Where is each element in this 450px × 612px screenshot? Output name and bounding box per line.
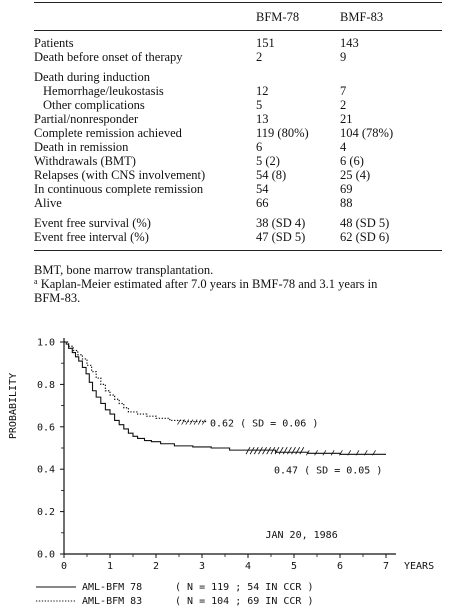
table-header-rule — [34, 30, 442, 31]
x-tick-label: 4 — [244, 561, 252, 572]
y-tick-label: 0.2 — [36, 507, 55, 519]
footnote-a-text-1: Kaplan-Meier estimated after 7.0 years in BMF-78 and 3.1 years in — [37, 277, 378, 291]
table-row — [34, 98, 442, 112]
survival-chart — [0, 312, 450, 612]
censor-mark — [263, 447, 267, 454]
table-row — [34, 168, 442, 182]
legend-name-bfm83: AML-BFM 83 — [82, 596, 143, 607]
censor-mark — [283, 447, 287, 454]
y-tick-label: 1.0 — [36, 337, 55, 349]
table-row — [34, 182, 442, 196]
censor-mark — [279, 447, 283, 454]
y-axis-label: PROBABILITY — [8, 372, 19, 440]
cell-bmf83: 88 — [340, 196, 353, 210]
cell-bfm78: 13 — [256, 112, 269, 126]
table-row — [34, 70, 442, 84]
row-label: Partial/nonresponder — [34, 112, 139, 126]
footnote-bmt: BMT, bone marrow transplantation. — [34, 263, 214, 277]
row-label: Withdrawals (BMT) — [34, 154, 136, 168]
column-header-bmf83: BMF-83 — [340, 10, 384, 24]
cell-bmf83: 25 (4) — [340, 168, 371, 182]
censor-mark — [296, 447, 300, 454]
cell-bfm78: 66 — [256, 196, 269, 210]
cell-bfm78: 54 — [256, 182, 269, 196]
table-row — [34, 112, 442, 126]
censor-mark — [254, 447, 258, 454]
cell-bmf83: 104 (78%) — [340, 126, 394, 140]
table-row — [34, 230, 442, 244]
series-line-bfm78 — [64, 342, 386, 454]
cell-bfm78: 119 (80%) — [256, 126, 309, 140]
annotation-bfm83: 0.62 ( SD = 0.06 ) — [209, 418, 319, 430]
x-tick-label: 2 — [152, 561, 160, 572]
cell-bfm78: 6 — [256, 140, 263, 154]
row-label: Death during induction — [34, 70, 150, 84]
footnote-a-text-2: BFM-83. — [34, 291, 81, 305]
table-row — [34, 36, 442, 50]
censor-mark — [287, 447, 291, 454]
censor-mark — [292, 447, 296, 454]
x-tick-label: 3 — [198, 561, 206, 572]
cell-bfm78: 5 — [256, 98, 263, 112]
legend-name-bfm78: AML-BFM 78 — [82, 582, 143, 593]
row-label: Complete remission achieved — [34, 126, 182, 140]
legend-n-bfm78: ( N = 119 ; 54 IN CCR ) — [175, 582, 314, 593]
row-label: Event free interval (%) — [34, 230, 149, 244]
table-row — [34, 50, 442, 64]
x-axis-label: YEARS — [404, 561, 435, 572]
x-tick-label: 0 — [60, 561, 68, 572]
table-bottom-rule — [34, 250, 442, 251]
row-label: Event free survival (%) — [34, 216, 151, 230]
cell-bfm78: 54 (8) — [256, 168, 287, 182]
series-line-bfm83 — [64, 342, 207, 423]
table-row — [34, 154, 442, 168]
cell-bmf83: 6 (6) — [340, 154, 364, 168]
cell-bmf83: 143 — [340, 36, 359, 50]
cell-bfm78: 151 — [256, 36, 275, 50]
censor-mark — [250, 447, 254, 454]
x-tick-label: 7 — [382, 561, 390, 572]
cell-bfm78: 47 (SD 5) — [256, 230, 306, 244]
row-label: Death before onset of therapy — [34, 50, 183, 64]
censor-mark — [258, 447, 262, 454]
table-row — [34, 216, 442, 230]
table-row — [34, 126, 442, 140]
cell-bfm78: 2 — [256, 50, 263, 64]
y-tick-label: 0.0 — [36, 549, 55, 561]
column-header-bfm78: BFM-78 — [256, 10, 300, 24]
censor-mark — [300, 447, 304, 454]
row-label: Patients — [34, 36, 74, 50]
y-tick-label: 0.8 — [36, 379, 55, 391]
row-label: Other complications — [43, 98, 145, 112]
cell-bmf83: 48 (SD 5) — [340, 216, 390, 230]
row-label: Alive — [34, 196, 62, 210]
cell-bmf83: 69 — [340, 182, 353, 196]
cell-bmf83: 9 — [340, 50, 347, 64]
footnote-a — [34, 277, 442, 291]
x-tick-label: 1 — [106, 561, 114, 572]
footnote-a-mark: a — [34, 277, 38, 286]
annotation-bfm78: 0.47 ( SD = 0.05 ) — [274, 465, 383, 477]
table-top-rule — [34, 2, 442, 3]
row-label: Relapses (with CNS involvement) — [34, 168, 206, 182]
cell-bmf83: 21 — [340, 112, 353, 126]
x-tick-label: 5 — [290, 561, 298, 572]
row-label: In continuous complete remission — [34, 182, 204, 196]
cell-bmf83: 4 — [340, 140, 347, 154]
cell-bmf83: 62 (SD 6) — [340, 230, 390, 244]
censor-mark — [198, 420, 201, 425]
legend-n-bfm83: ( N = 104 ; 69 IN CCR ) — [175, 596, 314, 607]
censor-mark — [267, 447, 271, 454]
censor-mark — [246, 447, 250, 454]
table-footnotes — [34, 263, 442, 305]
row-label: Hemorrhage/leukostasis — [43, 84, 164, 98]
cell-bfm78: 12 — [256, 84, 269, 98]
table-row — [34, 196, 442, 210]
y-tick-label: 0.4 — [36, 464, 55, 476]
cell-bmf83: 7 — [340, 84, 347, 98]
table-row — [34, 140, 442, 154]
cell-bfm78: 38 (SD 4) — [256, 216, 306, 230]
censor-mark — [190, 420, 193, 425]
y-tick-label: 0.6 — [36, 422, 55, 434]
table-row — [34, 84, 442, 98]
cell-bfm78: 5 (2) — [256, 154, 280, 168]
cell-bmf83: 2 — [340, 98, 347, 112]
row-label: Death in remission — [34, 140, 129, 154]
date-label: JAN 20, 1986 — [265, 529, 338, 541]
x-tick-label: 6 — [336, 561, 344, 572]
censor-mark — [271, 447, 275, 454]
